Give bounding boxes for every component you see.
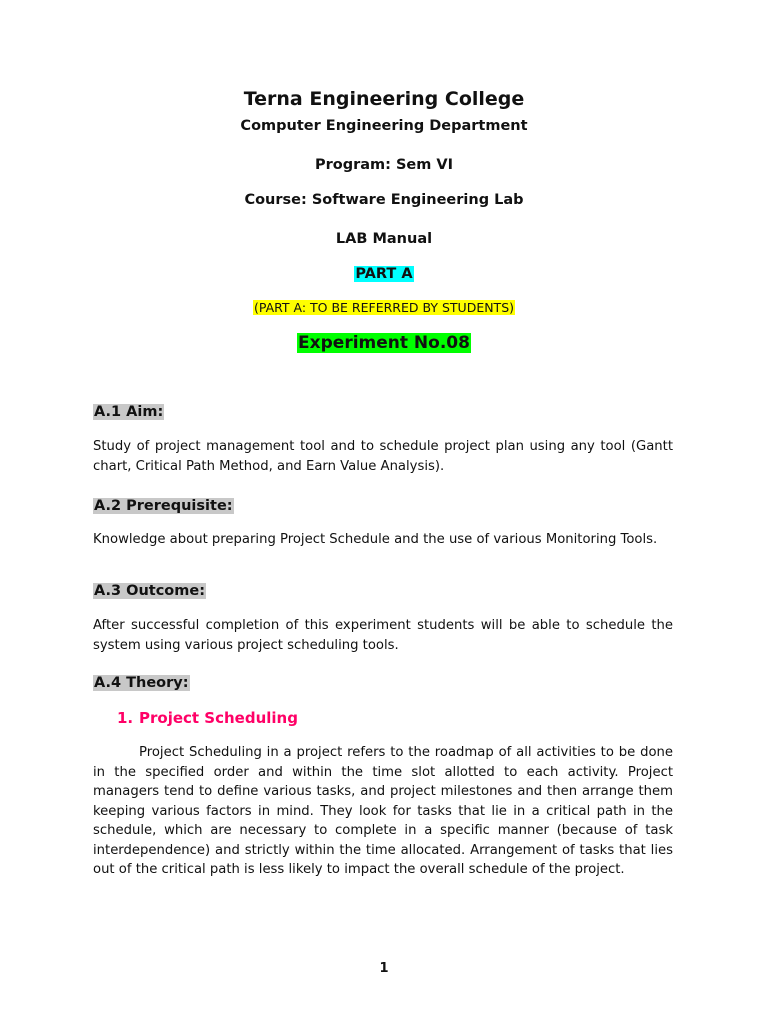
part-label-text: PART A (355, 266, 413, 282)
experiment-title-text: Experiment No.08 (298, 333, 470, 353)
prerequisite-heading (93, 498, 234, 514)
program-line: Program: Sem VI (314, 157, 454, 173)
course-line: Course: Software Engineering Lab (244, 192, 524, 208)
subheading-number: 1. (117, 709, 134, 727)
experiment-title (0, 333, 768, 353)
subheading-text: Project Scheduling (139, 709, 298, 727)
outcome-text: After successful completion of this experiment students will be able to schedule the system using various project scheduling tools. (93, 618, 673, 653)
aim-heading-text: A.1 Aim: (94, 404, 164, 420)
part-note (0, 300, 768, 315)
project-scheduling-subheading (117, 709, 298, 727)
outcome-heading-text: A.3 Outcome: (94, 583, 206, 599)
theory-paragraph (93, 743, 673, 880)
page-number: 1 (379, 961, 389, 976)
prerequisite-heading-text: A.2 Prerequisite: (94, 498, 233, 514)
theory-paragraph-text: Project Scheduling in a project refers to the roadmap of all activities to be done in the specified order and within the time slot allotted to each activity. Project managers tend to define various tasks, and project milestones and then arrange them keeping various factors in mind. They look for tasks that lie in a critical path in the schedule, which are necessary to complete in a specific manner (because of task interdependence) and strictly within the time allocated. Arrangement of tasks that lies out of the critical path is less likely to impact the overall schedule of the project. (93, 745, 673, 877)
aim-heading (93, 404, 164, 420)
manual-line: LAB Manual (335, 231, 433, 247)
part-note-text: (PART A: TO BE REFERRED BY STUDENTS) (253, 300, 515, 315)
theory-heading (93, 675, 190, 691)
theory-heading-text: A.4 Theory: (94, 675, 189, 691)
outcome-heading (93, 583, 206, 599)
college-title: Terna Engineering College (243, 88, 525, 110)
prerequisite-text: Knowledge about preparing Project Schedule and the use of various Monitoring Tools. (93, 532, 658, 547)
department-title: Computer Engineering Department (240, 118, 528, 134)
part-label (0, 266, 768, 282)
aim-text: Study of project management tool and to schedule project plan using any tool (Gantt chart, Critical Path Method, and Earn Value Analysis). (93, 439, 673, 474)
